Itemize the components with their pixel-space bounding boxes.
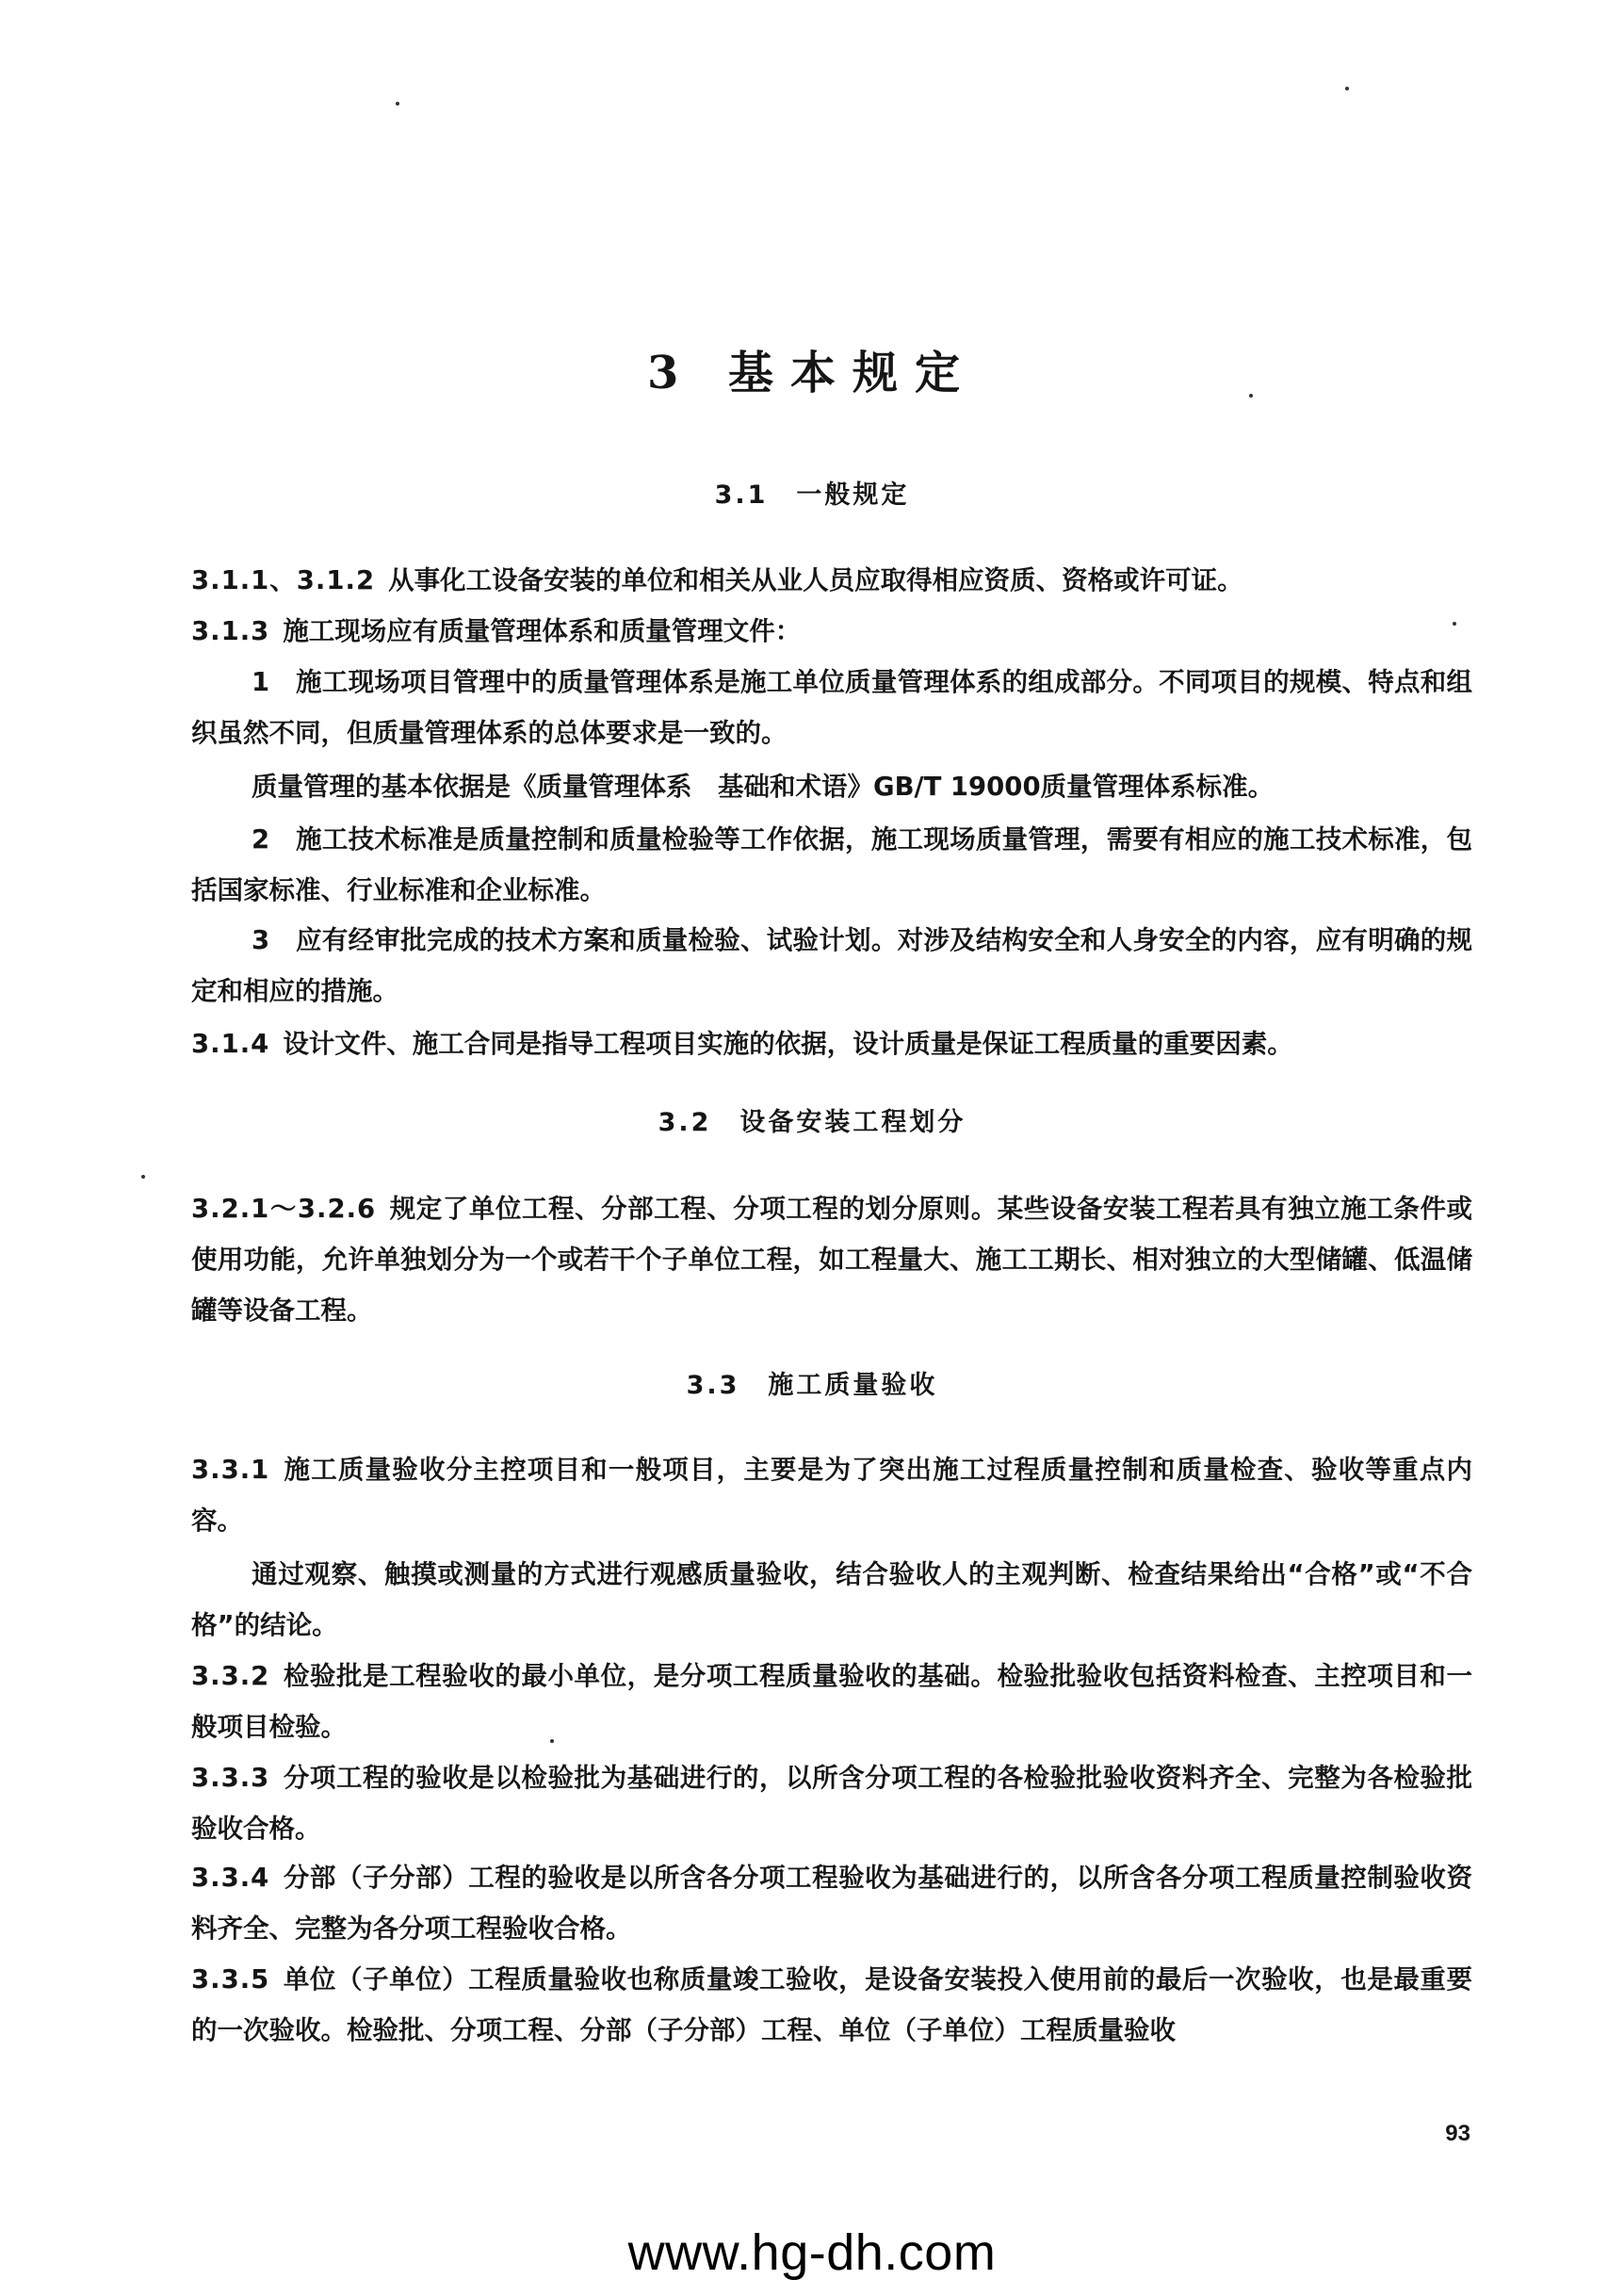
basis-paragraph: 质量管理的基本依据是《质量管理体系 基础和术语》GB/T 19000质量管理体系标准。 [252,772,1275,802]
scan-speck [141,1175,145,1179]
watermark-url: www.hg-dh.com [627,2224,997,2281]
scan-speck [1453,622,1456,626]
observation-paragraph: 通过观察、触摸或测量的方式进行观感质量验收，结合验收人的主观判断、检查结果给出“合格”或“不合格”的结论。 [191,1559,1472,1640]
item-1-paragraph: 1 施工现场项目管理中的质量管理体系是施工单位质量管理体系的组成部分。不同项目的规模、特点和组织虽然不同，但质量管理体系的总体要求是一致的。 [191,667,1472,748]
clause-3-3-4 [191,1852,1472,1954]
clause-text: 设计文件、施工合同是指导工程项目实施的依据，设计质量是保证工程质量的重要因素。 [283,1029,1293,1059]
scan-speck [396,102,399,106]
clause-3-3-1 [191,1444,1472,1546]
clause-3-3-3 [191,1752,1472,1854]
clause-number: 3.3.3 [191,1763,270,1793]
clause-text: 分项工程的验收是以检验批为基础进行的，以所含分项工程的各检验批验收资料齐全、完整为各检验批验收合格。 [191,1763,1472,1844]
clause-text: 施工质量验收分主控项目和一般项目，主要是为了突出施工过程质量控制和质量检查、验收等重点内容。 [191,1455,1472,1536]
item-2-paragraph: 2 施工技术标准是质量控制和质量检验等工作依据，施工现场质量管理，需要有相应的施工技术标准，包括国家标准、行业标准和企业标准。 [191,824,1472,905]
page-number: 93 [1445,2121,1470,2146]
clause-text: 分部（子分部）工程的验收是以所含各分项工程验收为基础进行的，以所含各分项工程质量控制验收资料齐全、完整为各分项工程验收合格。 [191,1863,1472,1944]
clause-number: 3.3.1 [191,1455,270,1485]
section-title-3-3: 3.3 施工质量验收 [686,1371,938,1400]
clause-number: 3.3.4 [191,1863,270,1893]
clause-number: 3.1.4 [191,1029,270,1059]
clause-number: 3.1.3 [191,616,270,646]
section-title-3-2: 3.2 设备安装工程划分 [658,1108,966,1137]
clause-3-3-2 [191,1651,1472,1752]
clause-number: 3.1.1、3.1.2 [191,565,376,595]
clause-3-1-1 [191,555,1472,606]
clause-text: 施工现场应有质量管理体系和质量管理文件： [283,616,802,646]
clause-text: 单位（子单位）工程质量验收也称质量竣工验收，是设备安装投入使用前的最后一次验收，也是最重要的一次验收。检验批、分项工程、分部（子分部）工程、单位（子单位）工程质量验收 [191,1964,1472,2045]
scan-speck [550,1739,554,1743]
clause-number: 3.2.1～3.2.6 [191,1194,377,1224]
scan-speck [1345,87,1349,90]
chapter-title: 3 基本规定 [646,347,978,399]
section-title-3-1: 3.1 一般规定 [714,480,910,510]
clause-text: 检验批是工程验收的最小单位，是分项工程质量验收的基础。检验批验收包括资料检查、主控项目和一般项目检验。 [191,1661,1472,1742]
clause-number: 3.3.5 [191,1964,270,1995]
item-3-paragraph: 3 应有经审批完成的技术方案和质量检验、试验计划。对涉及结构安全和人身安全的内容，应有明确的规定和相应的措施。 [191,925,1472,1006]
clause-3-1-3 [191,606,1472,657]
scan-speck [1249,394,1253,398]
clause-text: 规定了单位工程、分部工程、分项工程的划分原则。某些设备安装工程若具有独立施工条件或使用功能，允许单独划分为一个或若干个子单位工程，如工程量大、施工工期长、相对独立的大型储罐、低温储罐等设备工程。 [191,1194,1472,1326]
clause-number: 3.3.2 [191,1661,270,1691]
clause-3-3-5 [191,1954,1472,2056]
clause-3-2-1 [191,1183,1472,1336]
clause-3-1-4 [191,1018,1472,1069]
clause-text: 从事化工设备安装的单位和相关从业人员应取得相应资质、资格或许可证。 [388,565,1243,595]
